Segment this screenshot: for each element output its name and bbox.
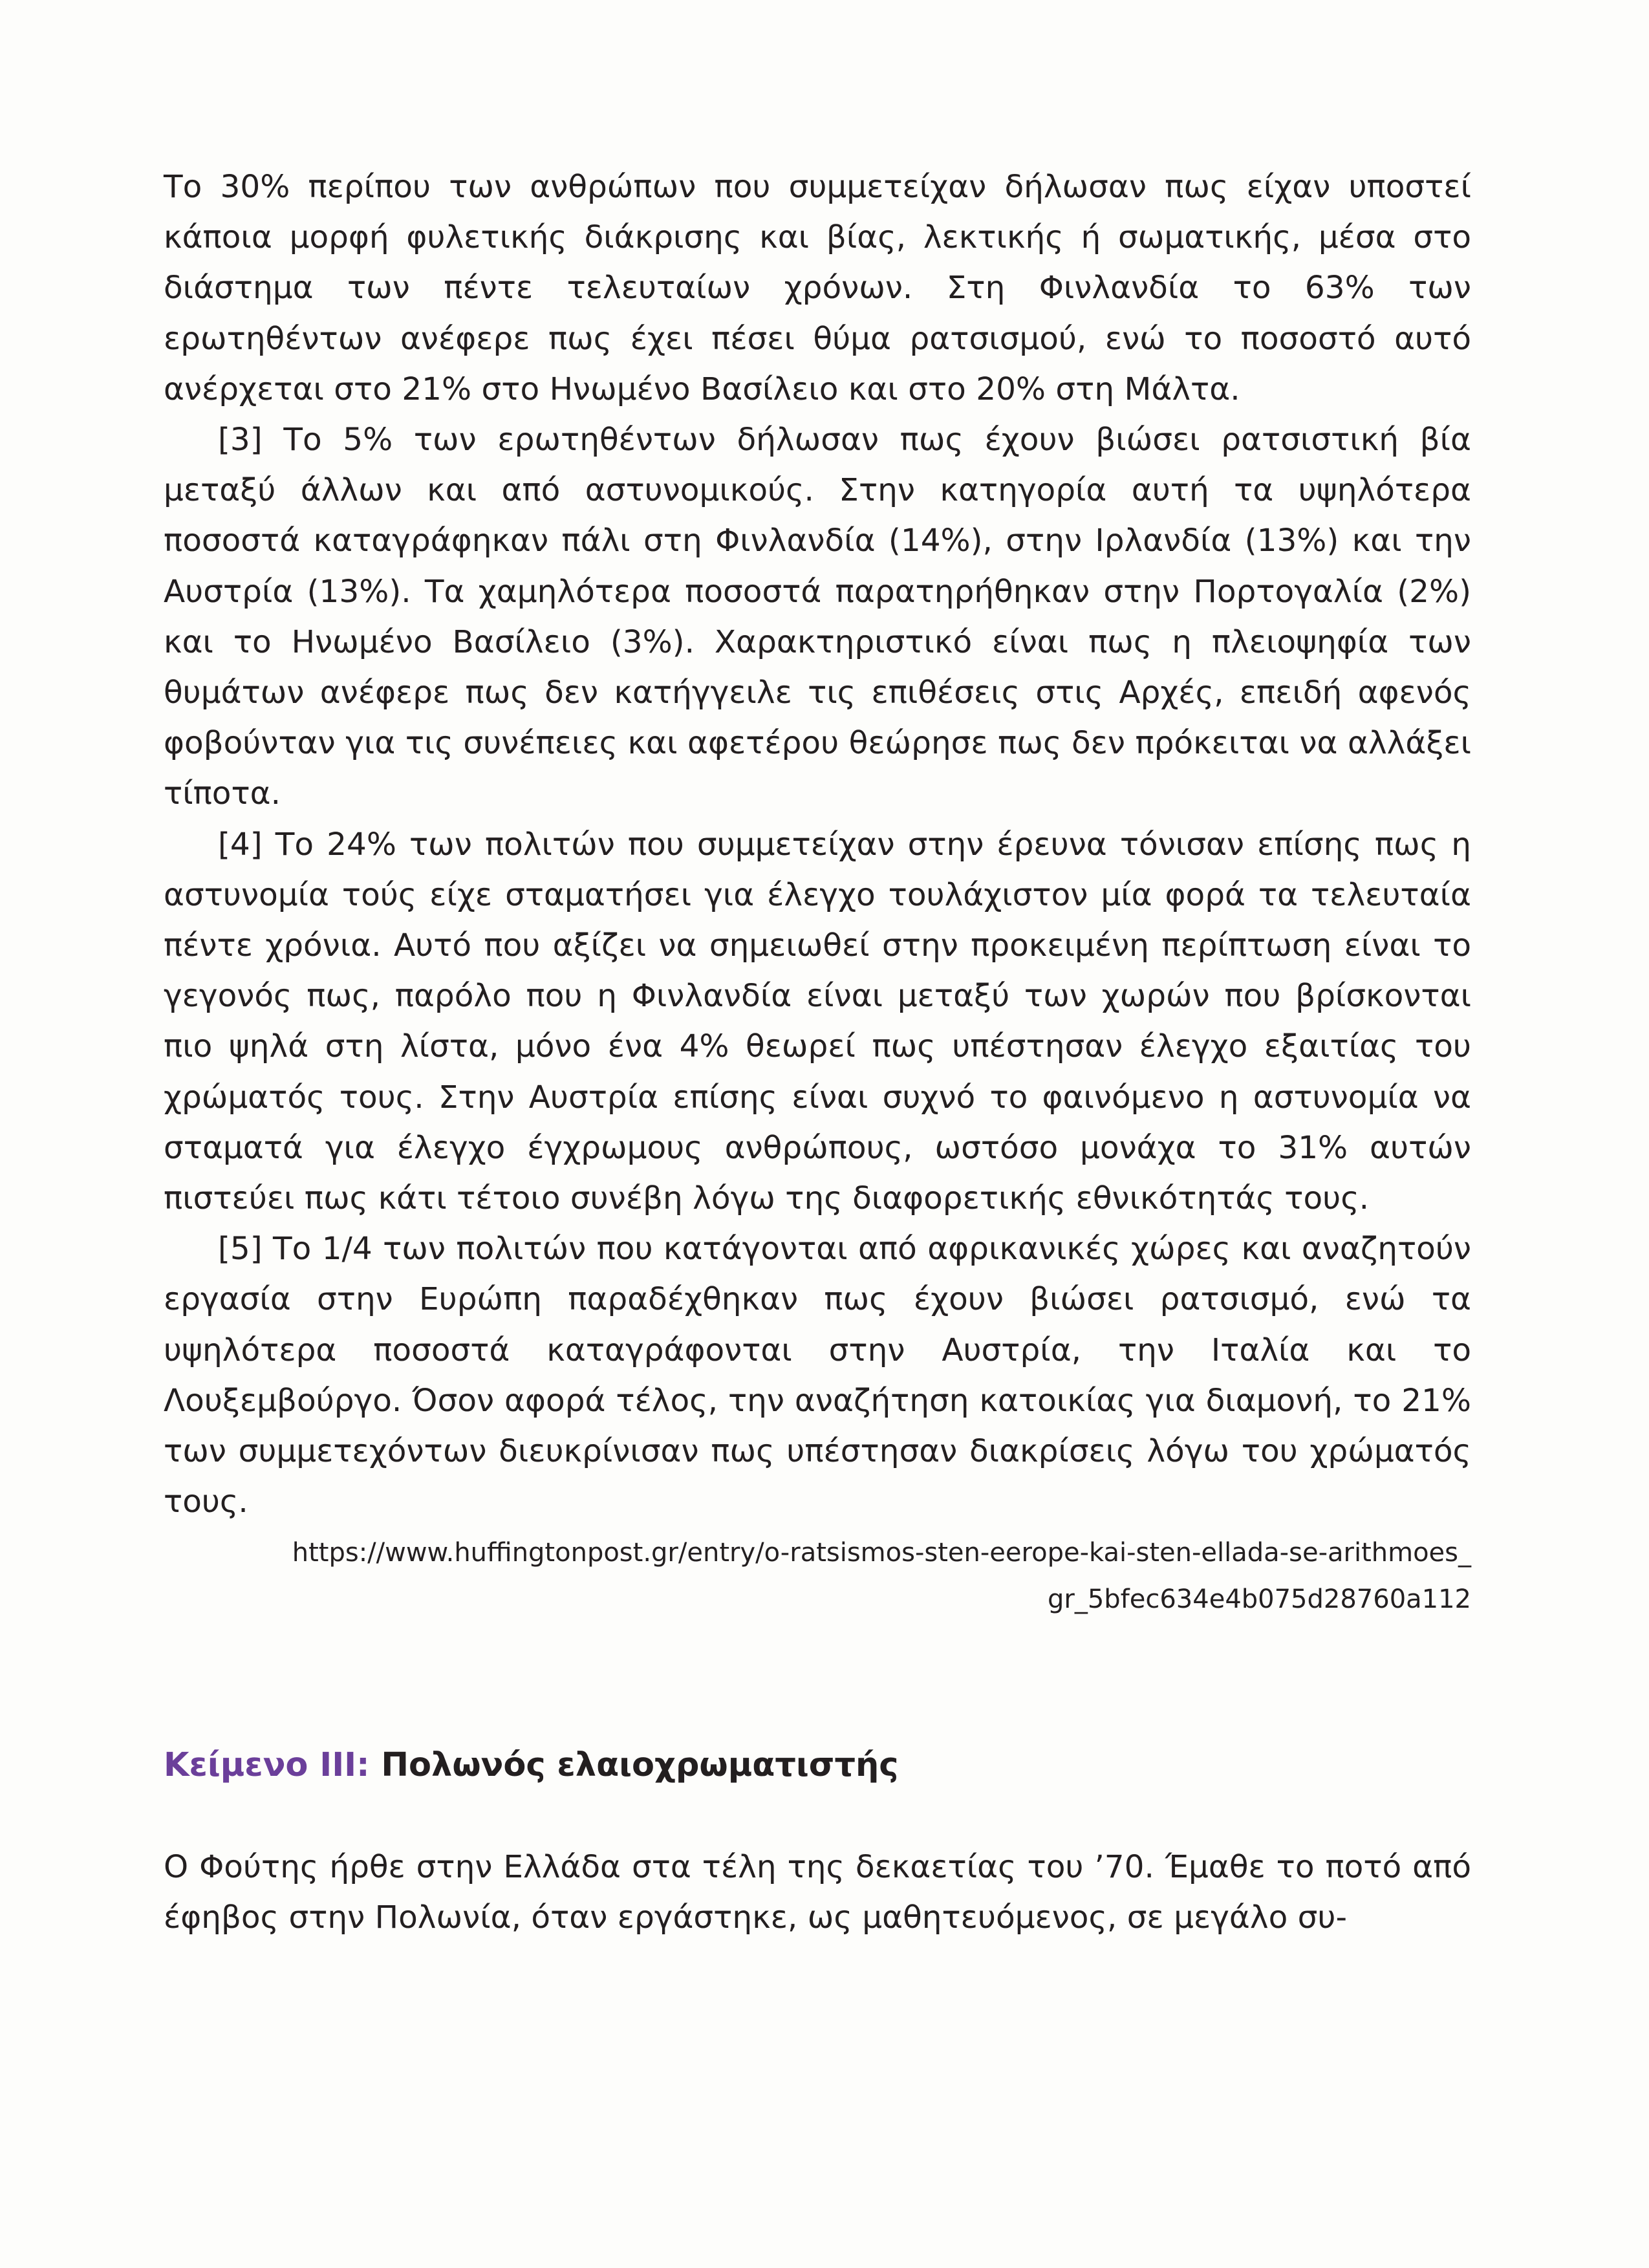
source-url-line-2: gr_5bfec634e4b075d28760a112 xyxy=(1048,1584,1471,1615)
section-label: Κείμενο ΙΙΙ: xyxy=(164,1746,370,1784)
paragraph-5: [5] Το 1/4 των πολιτών που κατάγονται από αφρικανικές χώρες και αναζητούν εργασία στην Ευρώπη παραδέχθηκαν πως έχουν βιώσει ρατσισμό, ενώ τα υψηλότερα ποσοστά καταγράφονται στην Αυστρία, την Ιταλία και το Λουξεμβούργο. Όσον αφορά τέλος, την αναζήτηση κατοικίας για διαμονή, το 21% των συμμετεχόντων διευκρίνισαν πως υπέστησαν διακρίσεις λόγω του χρώματός τους. xyxy=(164,1231,1471,1520)
section-title: Πολωνός ελαιοχρωματιστής xyxy=(381,1746,899,1784)
article-text xyxy=(164,162,1471,1623)
source-url-line-1: https://www.huffingtonpost.gr/entry/o-ratsismos-sten-eerope-kai-sten-ellada-se-arithmoes_ xyxy=(292,1538,1471,1568)
section-paragraph: Ο Φούτης ήρθε στην Ελλάδα στα τέλη της δεκαετίας του ’70. Έμαθε το ποτό από έφηβος στην Πολωνία, όταν εργάστηκε, ως μαθητευόμενος, σε μεγάλο συ- xyxy=(164,1849,1471,1936)
section-heading xyxy=(164,1743,899,1788)
section-body xyxy=(164,1842,1471,1943)
source-citation xyxy=(164,1529,1471,1623)
paragraph-intro: Το 30% περίπου των ανθρώπων που συμμετείχαν δήλωσαν πως είχαν υποστεί κάποια μορφή φυλετικής διάκρισης και βίας, λεκτικής ή σωματικής, μέσα στο διάστημα των πέντε τελευταίων χρόνων. Στη Φινλανδία το 63% των ερωτηθέντων ανέφερε πως έχει πέσει θύμα ρατσισμού, ενώ το ποσοστό αυτό ανέρχεται στο 21% στο Ηνωμένο Βασίλειο και στο 20% στη Μάλτα. xyxy=(164,169,1471,407)
paragraph-4: [4] Το 24% των πολιτών που συμμετείχαν στην έρευνα τόνισαν επίσης πως η αστυνομία τούς είχε σταματήσει για έλεγχο τουλάχιστον μία φορά τα τελευταία πέντε χρόνια. Αυτό που αξίζει να σημειωθεί στην προκειμένη περίπτωση είναι το γεγονός πως, παρόλο που η Φινλανδία είναι μεταξύ των χωρών που βρίσκονται πιο ψηλά στη λίστα, μόνο ένα 4% θεωρεί πως υπέστησαν έλεγχο εξαιτίας του χρώματός τους. Στην Αυστρία επίσης είναι συχνό το φαινόμενο η αστυνομία να σταματά για έλεγχο έγχρωμους ανθρώπους, ωστόσο μονάχα το 31% αυτών πιστεύει πως κάτι τέτοιο συνέβη λόγω της διαφορετικής εθνικότητάς τους. xyxy=(164,826,1471,1217)
paragraph-3: [3] Το 5% των ερωτηθέντων δήλωσαν πως έχουν βιώσει ρατσιστική βία μεταξύ άλλων και από αστυνομικούς. Στην κατηγορία αυτή τα υψηλότερα ποσοστά καταγράφηκαν πάλι στη Φινλανδία (14%), στην Ιρλανδία (13%) και την Αυστρία (13%). Τα χαμηλότερα ποσοστά παρατηρήθηκαν στην Πορτογαλία (2%) και το Ηνωμένο Βασίλειο (3%). Χαρακτηριστικό είναι πως η πλειοψηφία των θυμάτων ανέφερε πως δεν κατήγγειλε τις επιθέσεις στις Αρχές, επειδή αφενός φοβούνταν για τις συνέπειες και αφετέρου θεώρησε πως δεν πρόκειται να αλλάξει τίποτα. xyxy=(164,422,1471,812)
